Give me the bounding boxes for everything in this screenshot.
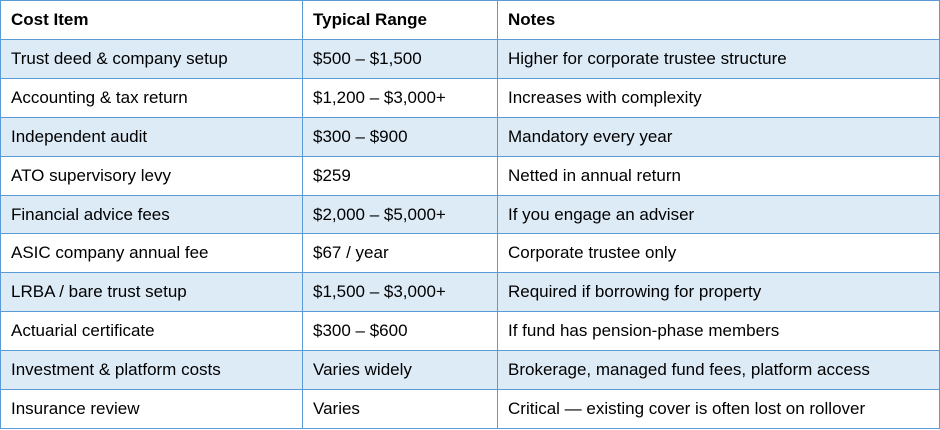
table-row [1,234,940,273]
cell-notes: Corporate trustee only [498,234,940,273]
cell-typical-range: Varies widely [303,351,498,390]
table-row [1,156,940,195]
cell-cost-item: LRBA / bare trust setup [1,273,303,312]
cell-typical-range: $1,200 – $3,000+ [303,78,498,117]
table-row [1,195,940,234]
cell-notes: Required if borrowing for property [498,273,940,312]
cell-notes: Increases with complexity [498,78,940,117]
cell-cost-item: Actuarial certificate [1,312,303,351]
cell-cost-item: Financial advice fees [1,195,303,234]
cell-notes: Mandatory every year [498,117,940,156]
cell-notes: Higher for corporate trustee structure [498,40,940,79]
table-row [1,117,940,156]
cell-notes: If fund has pension-phase members [498,312,940,351]
cell-typical-range: $500 – $1,500 [303,40,498,79]
cell-typical-range: $67 / year [303,234,498,273]
cell-typical-range: Varies [303,390,498,429]
cell-notes: Brokerage, managed fund fees, platform access [498,351,940,390]
cell-notes: Critical — existing cover is often lost on rollover [498,390,940,429]
cell-cost-item: Trust deed & company setup [1,40,303,79]
table-row [1,40,940,79]
cell-cost-item: Insurance review [1,390,303,429]
table-row [1,273,940,312]
cell-cost-item: ATO supervisory levy [1,156,303,195]
cell-notes: Netted in annual return [498,156,940,195]
cell-cost-item: ASIC company annual fee [1,234,303,273]
header-typical-range: Typical Range [303,1,498,40]
cell-typical-range: $259 [303,156,498,195]
header-notes: Notes [498,1,940,40]
cell-notes: If you engage an adviser [498,195,940,234]
table-header-row [1,1,940,40]
cell-cost-item: Independent audit [1,117,303,156]
table-row [1,312,940,351]
table-row [1,351,940,390]
cell-typical-range: $300 – $600 [303,312,498,351]
cell-typical-range: $300 – $900 [303,117,498,156]
cell-cost-item: Investment & platform costs [1,351,303,390]
cell-typical-range: $1,500 – $3,000+ [303,273,498,312]
table-row [1,78,940,117]
cell-typical-range: $2,000 – $5,000+ [303,195,498,234]
header-cost-item: Cost Item [1,1,303,40]
table-row [1,390,940,429]
cell-cost-item: Accounting & tax return [1,78,303,117]
